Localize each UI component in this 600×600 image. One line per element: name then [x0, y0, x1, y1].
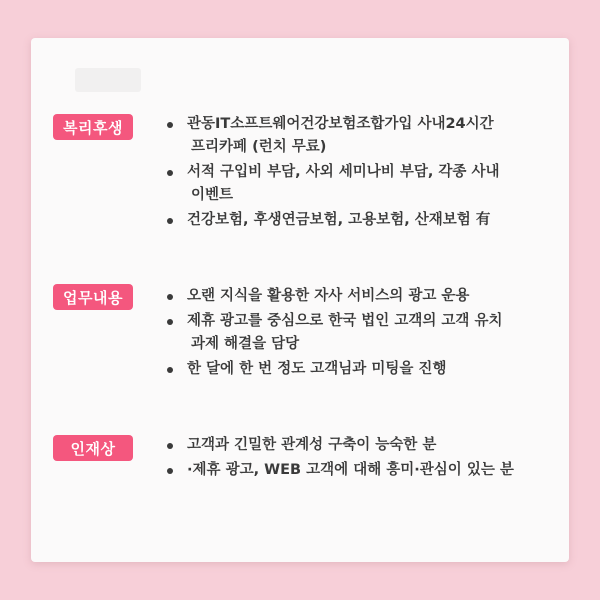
ideal-candidate-list [165, 434, 514, 484]
job-description-list [165, 285, 502, 383]
faded-header-placeholder [75, 68, 141, 92]
bullet-icon [167, 218, 173, 224]
list-item: 관동IT소프트웨어건강보험조합가입 사내24시간 프리카페 (런치 무료) [165, 113, 500, 159]
list-item: 서적 구입비 부담, 사외 세미나비 부담, 각종 사내 이벤트 [165, 161, 500, 207]
bullet-icon [167, 122, 173, 128]
bullet-icon [167, 443, 173, 449]
list-item: ·제휴 광고, WEB 고객에 대해 흥미·관심이 있는 분 [165, 459, 514, 482]
bullet-icon [167, 294, 173, 300]
list-item: 고객과 긴밀한 관계성 구축이 능숙한 분 [165, 434, 514, 457]
bullet-icon [167, 319, 173, 325]
tag-ideal-candidate: 인재상 [53, 435, 133, 461]
bullet-icon [167, 170, 173, 176]
list-item: 건강보험, 후생연금보험, 고용보험, 산재보험 有 [165, 209, 500, 232]
content-card [31, 38, 569, 562]
tag-benefits: 복리후생 [53, 114, 133, 140]
bullet-icon [167, 468, 173, 474]
list-item: 한 달에 한 번 정도 고객님과 미팅을 진행 [165, 358, 502, 381]
benefits-list [165, 113, 500, 234]
tag-job-description: 업무내용 [53, 284, 133, 310]
list-item: 오랜 지식을 활용한 자사 서비스의 광고 운용 [165, 285, 502, 308]
list-item: 제휴 광고를 중심으로 한국 법인 고객의 고객 유치 과제 해결을 담당 [165, 310, 502, 356]
bullet-icon [167, 367, 173, 373]
